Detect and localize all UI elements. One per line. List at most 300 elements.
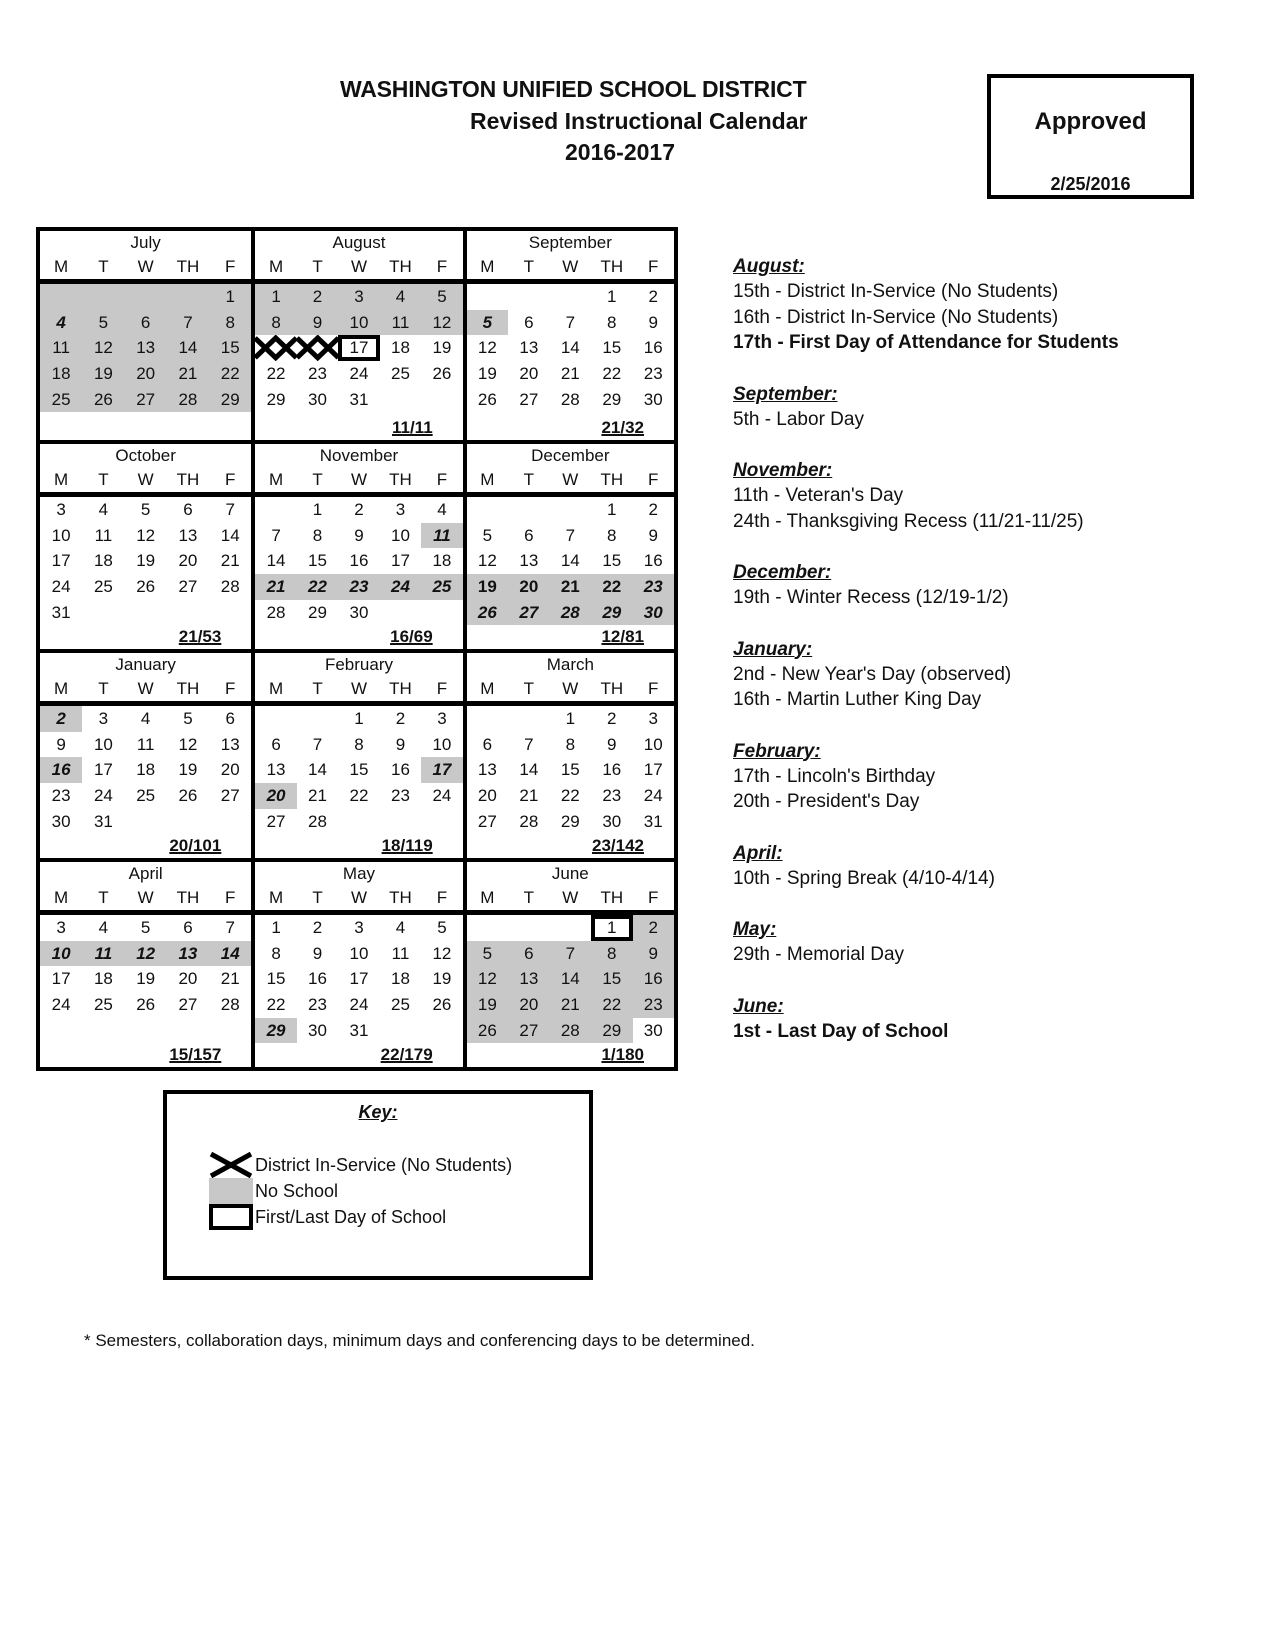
day-cell xyxy=(550,574,591,600)
day-number: 7 xyxy=(565,525,576,545)
days-grid xyxy=(40,706,251,834)
day-number: 16 xyxy=(643,551,663,571)
day-cell xyxy=(40,732,82,758)
day-number: 6 xyxy=(482,734,493,754)
empty-day-cell xyxy=(550,915,591,941)
month-header xyxy=(40,653,251,706)
day-cell xyxy=(421,310,462,336)
events-list xyxy=(733,255,1253,1071)
empty-day-cell xyxy=(467,497,508,523)
day-number: 3 xyxy=(395,500,406,519)
day-number: 23 xyxy=(308,364,327,384)
empty-day-cell xyxy=(167,1018,209,1044)
day-number: 23 xyxy=(308,995,327,1015)
legend-label: No School xyxy=(255,1180,339,1201)
day-number: 22 xyxy=(349,786,369,806)
weekday-label: T xyxy=(98,257,109,276)
day-number: 30 xyxy=(308,389,327,409)
legend-item-no-school xyxy=(209,1178,338,1204)
day-cell xyxy=(125,783,167,809)
day-cell xyxy=(591,600,632,626)
empty-day-cell xyxy=(82,284,124,310)
day-number: 1 xyxy=(607,287,617,306)
day-cell xyxy=(297,783,338,809)
day-cell xyxy=(167,706,209,732)
day-number: 4 xyxy=(437,500,447,519)
day-number: 28 xyxy=(178,389,198,409)
day-cell xyxy=(209,310,251,336)
day-cell xyxy=(82,966,124,992)
day-number: 15 xyxy=(602,338,622,358)
day-cell xyxy=(591,992,632,1018)
day-number: 17 xyxy=(51,551,71,571)
month-name: February xyxy=(324,655,393,674)
day-number: 23 xyxy=(602,786,622,806)
day-cell xyxy=(550,523,591,549)
day-number: 24 xyxy=(51,995,71,1015)
legend-item-in-service xyxy=(209,1152,512,1178)
event-month-heading: September: xyxy=(733,383,838,405)
day-cell xyxy=(255,335,296,361)
calendar-grid xyxy=(36,227,678,1071)
day-number: 26 xyxy=(432,995,452,1015)
event-item: 11th - Veteran's Day xyxy=(733,485,904,506)
day-cell xyxy=(338,387,379,413)
day-cell xyxy=(209,548,251,574)
day-number: 26 xyxy=(93,389,113,409)
event-month-heading: November: xyxy=(733,460,833,481)
month-header xyxy=(255,653,462,706)
day-number: 12 xyxy=(136,943,156,963)
day-number: 8 xyxy=(565,734,576,754)
day-cell xyxy=(82,941,124,967)
day-cell xyxy=(467,783,508,809)
cumulative-day-count: 22/179 xyxy=(380,1045,433,1064)
day-cell xyxy=(550,732,591,758)
day-number: 16 xyxy=(643,969,663,989)
day-cell xyxy=(255,310,296,336)
day-cell xyxy=(40,310,82,336)
day-cell xyxy=(591,387,632,413)
day-number: 17 xyxy=(93,760,113,780)
day-number: 29 xyxy=(266,389,286,409)
day-cell xyxy=(421,732,462,758)
weekday-label: F xyxy=(225,888,236,907)
day-cell xyxy=(297,284,338,310)
day-number: 21 xyxy=(266,577,286,597)
day-number: 19 xyxy=(477,577,497,597)
day-cell xyxy=(40,757,82,783)
day-number: 29 xyxy=(602,389,622,409)
day-number: 25 xyxy=(390,364,410,384)
day-cell xyxy=(467,335,508,361)
day-number: 27 xyxy=(519,389,539,409)
day-number: 10 xyxy=(349,312,369,332)
event-group xyxy=(733,255,1253,356)
day-number: 10 xyxy=(643,734,663,754)
day-cell xyxy=(467,941,508,967)
days-grid xyxy=(467,915,674,1043)
day-number: 6 xyxy=(524,943,534,963)
day-cell xyxy=(338,915,379,941)
day-number: 15 xyxy=(602,551,622,571)
event-item: 19th - Winter Recess (12/19-1/2) xyxy=(733,587,1009,608)
empty-day-cell xyxy=(338,809,379,835)
day-cell xyxy=(167,941,209,967)
day-number: 21 xyxy=(560,995,580,1015)
day-number: 4 xyxy=(395,918,406,937)
day-cell xyxy=(550,335,591,361)
month-name: October xyxy=(115,446,176,465)
day-cell xyxy=(209,497,251,523)
day-number: 25 xyxy=(51,389,71,409)
day-cell xyxy=(167,548,209,574)
day-number: 1 xyxy=(565,709,576,728)
weekday-label: T xyxy=(98,888,109,907)
day-cell xyxy=(421,335,462,361)
month-december xyxy=(463,440,674,649)
empty-day-cell xyxy=(508,497,549,523)
day-cell xyxy=(40,915,82,941)
day-number: 8 xyxy=(312,525,323,545)
day-cell xyxy=(125,992,167,1018)
empty-day-cell xyxy=(380,809,421,835)
approval-date: 2/25/2016 xyxy=(1050,174,1131,194)
event-group xyxy=(733,383,1253,433)
approval-box xyxy=(987,74,1194,199)
day-number: 11 xyxy=(52,338,70,358)
day-cell xyxy=(125,497,167,523)
day-cell xyxy=(255,992,296,1018)
day-number: 27 xyxy=(477,811,497,831)
weekday-label: F xyxy=(225,679,236,698)
day-number: 11 xyxy=(433,525,451,545)
day-cell xyxy=(633,809,674,835)
day-number: 27 xyxy=(519,1020,539,1040)
day-cell xyxy=(338,548,379,574)
day-number: 16 xyxy=(390,760,410,780)
legend-label: First/Last Day of School xyxy=(255,1206,447,1227)
day-cell xyxy=(82,706,124,732)
day-number: 5 xyxy=(183,709,193,728)
day-number: 26 xyxy=(477,389,497,409)
day-cell xyxy=(591,310,632,336)
school-year: 2016-2017 xyxy=(565,139,675,165)
day-number: 29 xyxy=(602,602,622,622)
day-cell xyxy=(508,992,549,1018)
day-cell xyxy=(421,992,462,1018)
weekday-label: TH xyxy=(176,257,200,276)
day-number: 21 xyxy=(220,551,240,571)
empty-day-cell xyxy=(125,1018,167,1044)
day-cell xyxy=(508,809,549,835)
day-cell xyxy=(167,915,209,941)
cumulative-day-count: 18/119 xyxy=(381,836,433,855)
day-cell xyxy=(467,574,508,600)
day-cell xyxy=(255,915,296,941)
day-number: 1 xyxy=(225,287,235,306)
day-number: 23 xyxy=(643,577,663,597)
day-cell xyxy=(297,335,338,361)
event-item: 29th - Memorial Day xyxy=(733,944,905,965)
day-cell xyxy=(338,732,379,758)
event-item: 5th - Labor Day xyxy=(733,408,864,430)
weekday-label: M xyxy=(54,888,69,907)
day-number: 11 xyxy=(94,525,113,545)
days-grid xyxy=(467,497,674,625)
day-number: 18 xyxy=(93,551,113,571)
day-number: 5 xyxy=(437,918,447,937)
day-cell xyxy=(380,497,421,523)
day-number: 3 xyxy=(98,709,109,728)
day-number: 20 xyxy=(220,760,240,780)
day-number: 7 xyxy=(565,312,576,332)
day-cell xyxy=(209,915,251,941)
weekday-label: TH xyxy=(389,470,412,489)
day-number: 12 xyxy=(178,734,198,754)
day-number: 30 xyxy=(602,811,622,831)
weekday-label: T xyxy=(312,257,323,276)
day-cell xyxy=(338,757,379,783)
day-number: 25 xyxy=(390,995,410,1015)
day-number: 2 xyxy=(56,709,66,728)
month-name: November xyxy=(319,446,399,465)
day-cell xyxy=(633,361,674,387)
event-month-heading: May: xyxy=(733,919,777,940)
day-cell xyxy=(209,387,251,413)
month-header xyxy=(255,444,462,497)
empty-day-cell xyxy=(125,600,167,626)
day-cell xyxy=(209,992,251,1018)
empty-day-cell xyxy=(380,387,421,413)
day-cell xyxy=(255,809,296,835)
day-number: 17 xyxy=(432,760,452,780)
day-cell xyxy=(591,335,632,361)
day-number: 23 xyxy=(390,786,410,806)
day-number: 23 xyxy=(349,577,369,597)
day-number: 30 xyxy=(51,811,71,831)
footnote: * Semesters, collaboration days, minimum days and conferencing days to be determined. xyxy=(84,1331,755,1350)
empty-day-cell xyxy=(125,284,167,310)
day-cell xyxy=(125,732,167,758)
day-number: 5 xyxy=(140,918,151,937)
day-cell xyxy=(591,574,632,600)
day-number: 28 xyxy=(266,602,286,622)
day-cell xyxy=(125,361,167,387)
event-item: 10th - Spring Break (4/10-4/14) xyxy=(733,867,995,889)
day-cell xyxy=(633,497,674,523)
day-number: 24 xyxy=(643,786,663,806)
day-cell xyxy=(40,361,82,387)
day-number: 26 xyxy=(178,786,198,806)
day-number: 1 xyxy=(271,287,281,306)
day-cell xyxy=(591,497,632,523)
day-number: 5 xyxy=(98,312,109,332)
empty-day-cell xyxy=(550,497,591,523)
day-cell xyxy=(297,809,338,835)
month-header xyxy=(467,231,674,284)
event-month-heading: January: xyxy=(733,638,813,660)
month-header xyxy=(467,653,674,706)
day-number: 7 xyxy=(225,500,235,519)
day-cell xyxy=(633,600,674,626)
days-grid xyxy=(467,284,674,412)
day-number: 3 xyxy=(648,709,658,728)
day-cell xyxy=(125,706,167,732)
day-number: 5 xyxy=(437,287,447,306)
day-cell xyxy=(508,310,549,336)
weekday-label: TH xyxy=(176,888,200,907)
days-grid xyxy=(255,706,462,834)
weekday-label: T xyxy=(523,470,535,489)
day-number: 2 xyxy=(312,918,323,937)
day-cell xyxy=(209,783,251,809)
empty-day-cell xyxy=(508,706,549,732)
day-cell xyxy=(125,548,167,574)
day-number: 27 xyxy=(220,786,240,806)
day-cell xyxy=(255,941,296,967)
day-number: 15 xyxy=(602,969,622,989)
day-cell xyxy=(338,600,379,626)
weekday-label: F xyxy=(225,257,236,276)
weekday-label: W xyxy=(137,257,154,276)
day-cell xyxy=(380,706,421,732)
month-july xyxy=(40,231,251,440)
weekday-header-row xyxy=(467,886,674,910)
cumulative-day-count: 21/32 xyxy=(601,418,644,437)
month-name: July xyxy=(130,233,161,252)
day-number: 8 xyxy=(225,312,235,332)
day-number: 20 xyxy=(178,551,198,571)
day-number: 13 xyxy=(519,551,539,571)
day-cell xyxy=(255,387,296,413)
month-header xyxy=(467,862,674,915)
day-cell xyxy=(255,783,296,809)
day-number: 7 xyxy=(225,918,235,937)
day-number: 3 xyxy=(354,918,364,937)
day-cell xyxy=(467,992,508,1018)
day-cell xyxy=(633,574,674,600)
event-month-heading: February: xyxy=(733,740,821,762)
day-cell xyxy=(508,574,549,600)
empty-day-cell xyxy=(82,1018,124,1044)
day-number: 31 xyxy=(643,811,663,831)
weekday-header-row xyxy=(255,468,462,492)
day-number: 24 xyxy=(51,577,71,597)
empty-day-cell xyxy=(421,809,462,835)
day-number: 31 xyxy=(349,1020,369,1040)
day-number: 11 xyxy=(94,943,113,963)
day-number: 27 xyxy=(178,995,198,1015)
day-number: 29 xyxy=(560,811,580,831)
day-number: 14 xyxy=(266,551,286,571)
cumulative-day-count: 16/69 xyxy=(390,627,433,646)
empty-day-cell xyxy=(255,497,296,523)
empty-day-cell xyxy=(421,1018,462,1044)
day-number: 26 xyxy=(477,1020,497,1040)
day-cell xyxy=(40,941,82,967)
day-number: 2 xyxy=(648,287,658,306)
empty-day-cell xyxy=(82,600,124,626)
day-number: 24 xyxy=(93,786,113,806)
weekday-label: F xyxy=(648,888,659,907)
day-number: 27 xyxy=(136,389,156,409)
day-cell xyxy=(255,600,296,626)
day-cell xyxy=(297,574,338,600)
days-grid xyxy=(255,915,462,1043)
day-number: 16 xyxy=(51,760,71,780)
day-cell xyxy=(255,966,296,992)
weekday-label: F xyxy=(648,679,659,698)
day-cell xyxy=(338,284,379,310)
day-cell xyxy=(338,523,379,549)
day-cell xyxy=(633,941,674,967)
day-cell xyxy=(255,548,296,574)
day-number: 19 xyxy=(178,760,198,780)
day-cell xyxy=(380,966,421,992)
day-cell xyxy=(297,361,338,387)
day-number: 15 xyxy=(308,551,327,571)
day-cell xyxy=(550,310,591,336)
day-cell xyxy=(380,783,421,809)
weekday-label: W xyxy=(137,679,154,698)
day-cell xyxy=(167,361,209,387)
month-november xyxy=(251,440,462,649)
day-number: 17 xyxy=(51,969,71,989)
days-grid xyxy=(40,497,251,625)
day-number: 22 xyxy=(220,364,240,384)
day-cell xyxy=(338,497,379,523)
day-cell xyxy=(421,548,462,574)
day-cell xyxy=(82,387,124,413)
day-cell xyxy=(40,600,82,626)
x-mark-icon xyxy=(209,1152,253,1178)
day-cell xyxy=(40,335,82,361)
day-cell xyxy=(167,966,209,992)
event-month-heading: December: xyxy=(733,562,832,583)
day-number: 20 xyxy=(519,364,539,384)
empty-day-cell xyxy=(467,284,508,310)
day-number: 10 xyxy=(51,943,71,963)
weekday-label: M xyxy=(268,888,284,907)
weekday-label: TH xyxy=(389,888,412,907)
day-number: 7 xyxy=(524,734,534,754)
month-name: March xyxy=(546,655,594,674)
month-header xyxy=(40,444,251,497)
day-number: 29 xyxy=(266,1020,286,1040)
cumulative-day-count: 11/11 xyxy=(391,418,433,437)
weekday-label: W xyxy=(137,888,154,907)
day-cell xyxy=(591,361,632,387)
weekday-label: M xyxy=(480,257,495,276)
day-number: 21 xyxy=(519,786,539,806)
event-item: 17th - Lincoln's Birthday xyxy=(733,765,936,787)
day-number: 14 xyxy=(560,338,580,358)
day-cell xyxy=(591,1018,632,1044)
legend-label: District In-Service (No Students) xyxy=(255,1154,513,1175)
day-number: 26 xyxy=(477,602,497,622)
day-number: 11 xyxy=(391,943,410,963)
day-cell xyxy=(467,310,508,336)
empty-day-cell xyxy=(380,1018,421,1044)
x-mark-icon xyxy=(255,335,296,361)
day-number: 30 xyxy=(643,1020,663,1040)
day-number: 6 xyxy=(524,525,534,545)
day-cell xyxy=(82,523,124,549)
day-cell xyxy=(297,757,338,783)
day-cell xyxy=(167,992,209,1018)
legend-item-first-last-day xyxy=(209,1204,446,1230)
